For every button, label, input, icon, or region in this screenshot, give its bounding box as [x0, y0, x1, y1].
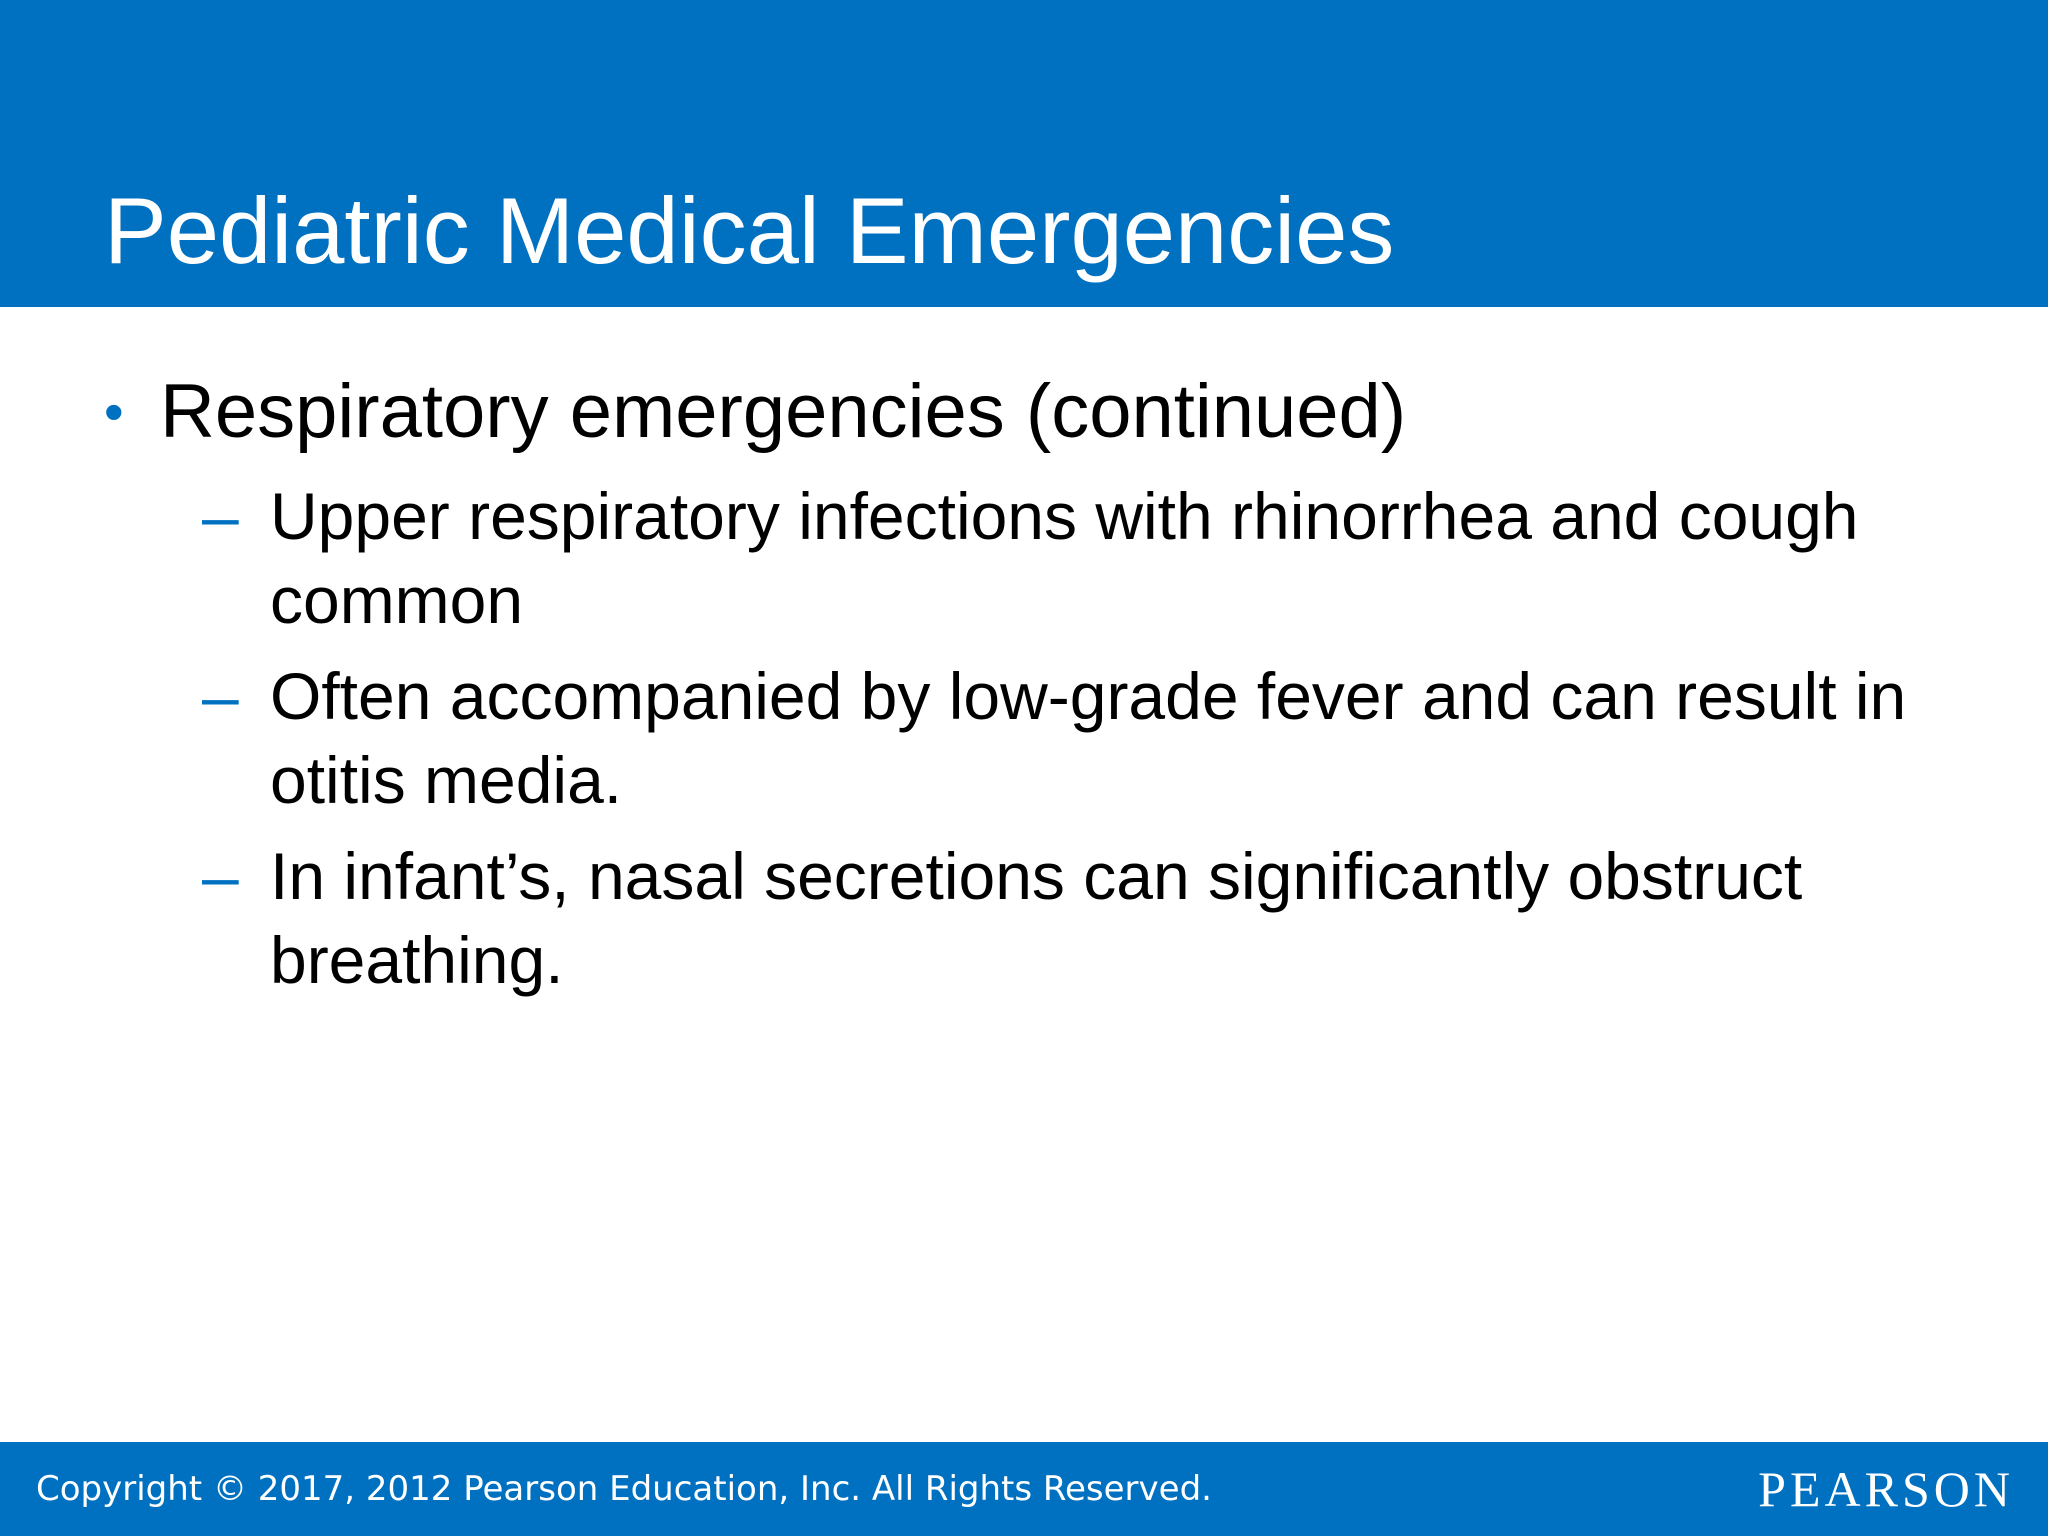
bullet-item: [0, 360, 2048, 464]
sub-bullet-item: [0, 654, 1940, 822]
bullet-dot-icon: •: [104, 380, 124, 443]
sub-bullet-item: [0, 474, 1940, 642]
slide-title: Pediatric Medical Emergencies: [104, 178, 1395, 283]
sub-bullet-text: Upper respiratory infections with rhinorrhea and cough common: [270, 479, 1859, 637]
sub-bullet-list: [0, 474, 2048, 1002]
sub-bullet-text: In infant’s, nasal secretions can significantly obstruct breathing.: [270, 839, 1803, 997]
copyright-text: Copyright © 2017, 2012 Pearson Education, Inc. All Rights Reserved.: [36, 1469, 1212, 1509]
title-banner: [0, 0, 2048, 307]
footer-bar: [0, 1442, 2048, 1536]
sub-bullet-item: [0, 834, 1940, 1002]
dash-icon: –: [202, 839, 239, 913]
bullet-text: Respiratory emergencies (continued): [160, 369, 1407, 454]
dash-icon: –: [202, 479, 239, 553]
dash-icon: –: [202, 659, 239, 733]
slide-content: [0, 360, 2048, 1014]
pearson-logo: PEARSON: [1758, 1461, 2014, 1517]
sub-bullet-text: Often accompanied by low-grade fever and can result in otitis media.: [270, 659, 1907, 817]
